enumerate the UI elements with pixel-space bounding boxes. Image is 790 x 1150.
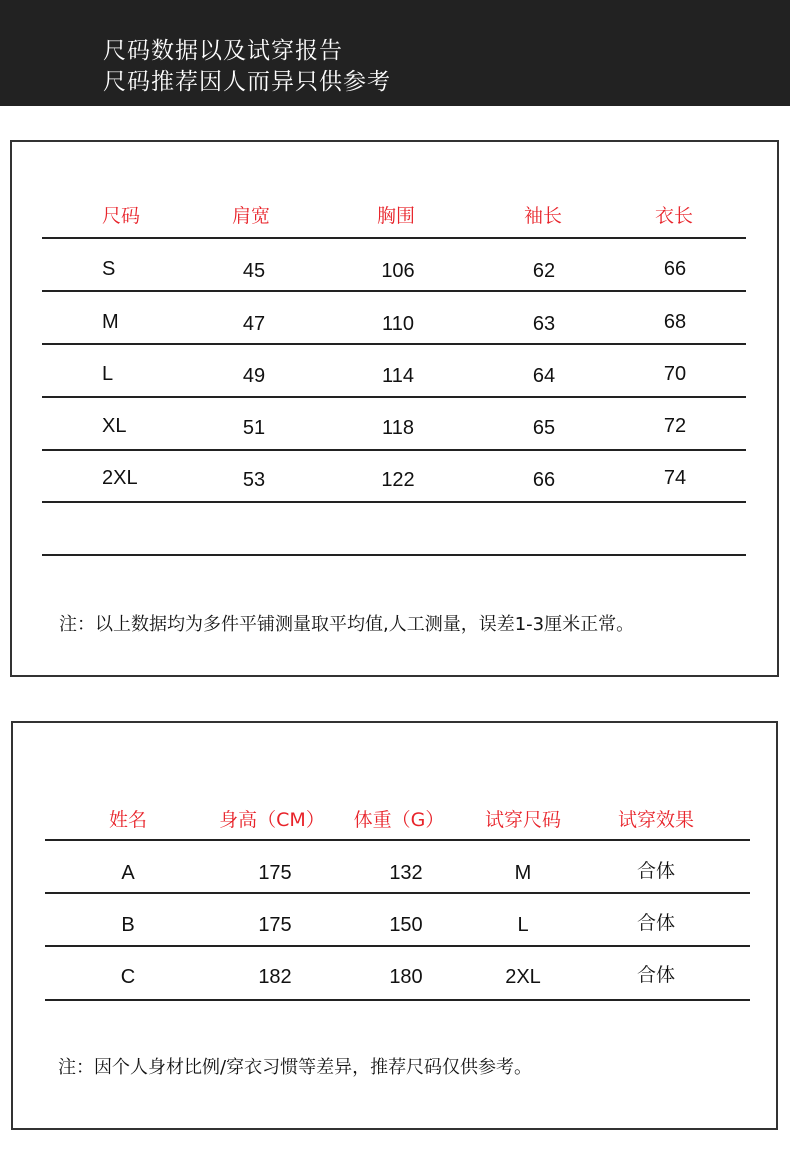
- size-cell: 53: [242, 469, 266, 491]
- size-cell: 70: [663, 363, 687, 385]
- size-header-size: 尺码: [102, 205, 141, 227]
- fit-cell: A: [121, 862, 135, 884]
- size-cell: 63: [532, 313, 556, 335]
- size-cell: 66: [663, 258, 687, 280]
- size-cell: 62: [532, 260, 556, 282]
- fit-header-weight: 体重（G）: [353, 809, 445, 831]
- fit-cell: 175: [258, 862, 292, 884]
- table-divider: [45, 892, 750, 894]
- fit-cell: 合体: [636, 912, 676, 934]
- table-divider: [42, 343, 746, 345]
- size-table-note: 注：以上数据均为多件平铺测量取平均值,人工测量，误差1-3厘米正常。: [59, 614, 635, 635]
- size-header-chest: 胸围: [377, 205, 416, 227]
- size-cell: 51: [242, 417, 266, 439]
- fit-cell: 182: [258, 966, 292, 988]
- table-divider: [42, 396, 746, 398]
- size-chart-panel: [10, 140, 779, 677]
- size-cell: S: [102, 258, 116, 280]
- banner-title-line-2: 尺码推荐因人而异只供参考: [103, 69, 391, 95]
- size-cell: XL: [102, 415, 127, 437]
- size-header-length: 衣长: [655, 205, 694, 227]
- size-header-shoulder: 肩宽: [232, 205, 271, 227]
- fit-header-effect: 试穿效果: [617, 809, 695, 831]
- fit-cell: C: [120, 966, 136, 988]
- table-divider: [45, 839, 750, 841]
- table-divider: [42, 501, 746, 503]
- size-cell: 72: [663, 415, 687, 437]
- banner-title-line-1: 尺码数据以及试穿报告: [103, 38, 343, 64]
- size-cell: 49: [242, 365, 266, 387]
- fit-cell: M: [514, 862, 532, 884]
- fit-cell: 150: [389, 914, 423, 936]
- size-cell: 47: [242, 313, 266, 335]
- table-divider: [42, 290, 746, 292]
- table-divider: [45, 999, 750, 1001]
- table-divider: [42, 449, 746, 451]
- table-divider: [42, 554, 746, 556]
- table-divider: [42, 237, 746, 239]
- title-banner: [0, 0, 790, 106]
- size-cell: 106: [381, 260, 415, 282]
- fit-cell: 2XL: [505, 966, 541, 988]
- fit-cell: 175: [258, 914, 292, 936]
- fit-cell: 132: [389, 862, 423, 884]
- fit-table-note: 注：因个人身材比例/穿衣习惯等差异，推荐尺码仅供参考。: [58, 1057, 533, 1078]
- size-cell: 2XL: [102, 467, 138, 489]
- size-cell: 65: [532, 417, 556, 439]
- size-cell: L: [102, 363, 114, 385]
- fit-header-height: 身高（CM）: [219, 809, 325, 831]
- fit-cell: 180: [389, 966, 423, 988]
- size-cell: 114: [382, 365, 414, 387]
- size-cell: 74: [663, 467, 687, 489]
- fit-header-size: 试穿尺码: [484, 809, 562, 831]
- fit-cell: 合体: [636, 860, 676, 882]
- table-divider: [45, 945, 750, 947]
- fit-cell: L: [517, 914, 529, 936]
- size-cell: 68: [663, 311, 687, 333]
- fit-report-panel: [11, 721, 778, 1130]
- size-cell: 64: [532, 365, 556, 387]
- size-cell: 118: [382, 417, 414, 439]
- fit-cell: 合体: [636, 964, 676, 986]
- size-header-sleeve: 袖长: [524, 205, 563, 227]
- size-cell: 45: [242, 260, 266, 282]
- size-cell: M: [102, 311, 119, 333]
- fit-header-name: 姓名: [108, 809, 148, 831]
- fit-cell: B: [121, 914, 135, 936]
- size-cell: 110: [382, 313, 414, 335]
- size-cell: 66: [532, 469, 556, 491]
- size-cell: 122: [381, 469, 415, 491]
